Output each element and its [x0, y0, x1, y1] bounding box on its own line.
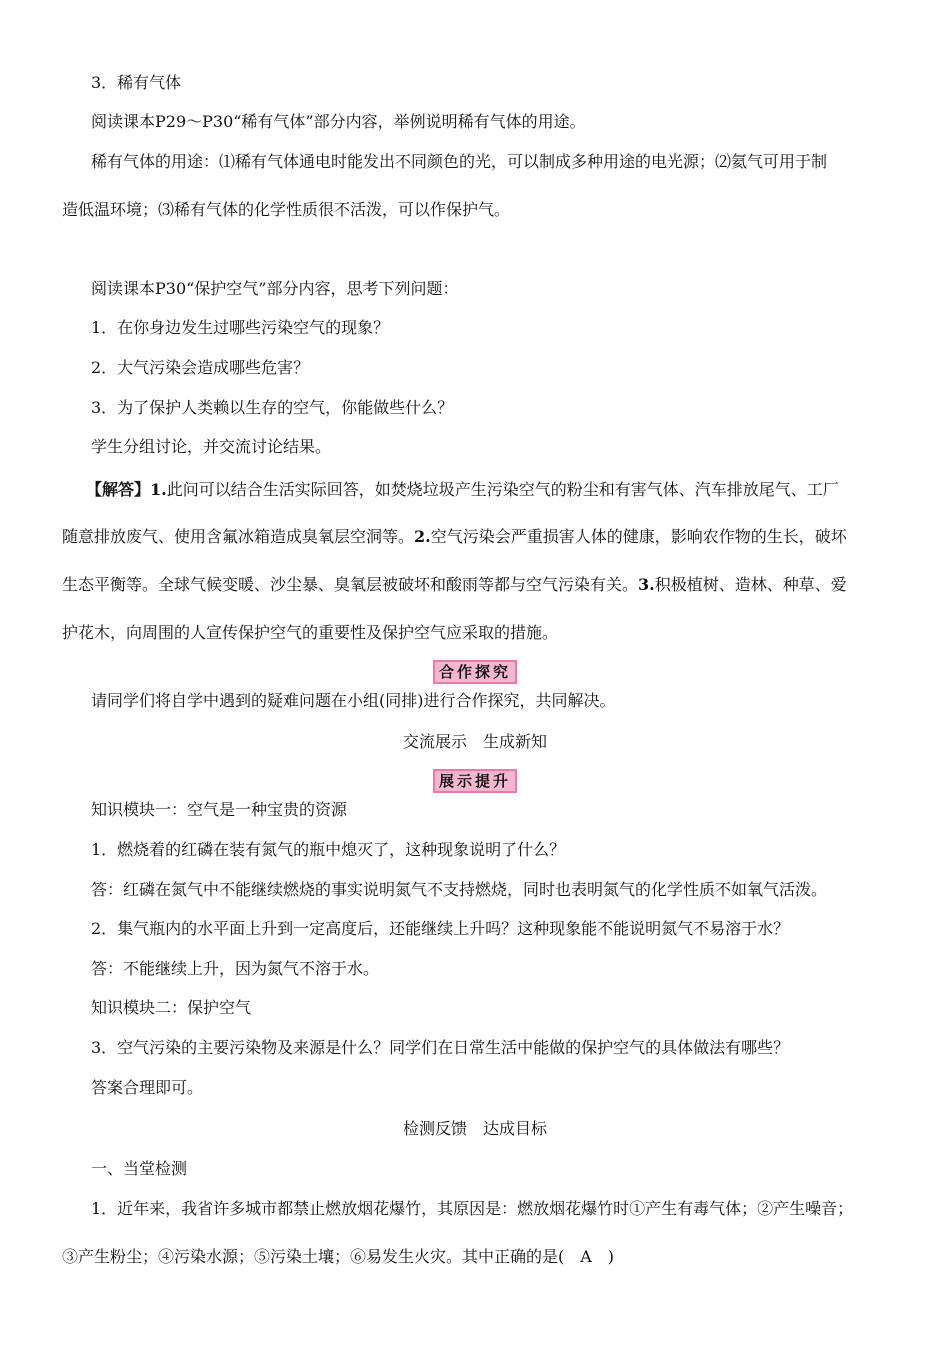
question-item: ③产生粉尘；④污染水源；⑤污染土壤；⑥易发生火灾。其中正确的是( A )	[62, 1247, 615, 1266]
badge-cooperation: 合作探究	[433, 660, 517, 684]
answer-line	[62, 574, 847, 596]
question-item: 2．大气污染会造成哪些危害？	[91, 358, 310, 377]
instruction-line: 学生分组讨论，并交流讨论结果。	[91, 437, 332, 456]
answer-line	[86, 479, 839, 501]
question-item: 3．空气污染的主要污染物及来源是什么？同学们在日常生活中能做的保护空气的具体做法有哪些？	[91, 1038, 790, 1057]
question-item: 2．集气瓶内的水平面上升到一定高度后，还能继续上升吗？这种现象能不能说明氮气不易溶于水？	[91, 919, 790, 938]
section-title: 检测反馈 达成目标	[402, 1119, 547, 1138]
answer-number: 1.	[150, 480, 167, 499]
answer-text: 空气污染会严重损害人体的健康，影响农作物的生长，破坏	[430, 527, 847, 546]
answer-line: 答：红磷在氮气中不能继续燃烧的事实说明氮气不支持燃烧，同时也表明氮气的化学性质不如氧气活泼。	[91, 880, 828, 899]
module-title: 知识模块一：空气是一种宝贵的资源	[91, 800, 348, 819]
module-title: 知识模块二：保护空气	[91, 998, 252, 1017]
answer-line: 答案合理即可。	[91, 1078, 204, 1097]
instruction-line: 请同学们将自学中遇到的疑难问题在小组(同排)进行合作探究，共同解决。	[91, 691, 616, 710]
test-heading: 一、当堂检测	[91, 1159, 188, 1178]
answer-text: 积极植树、造林、种草、爱	[654, 575, 847, 594]
answer-line: 护花木，向周围的人宣传保护空气的重要性及保护空气应采取的措施。	[62, 623, 559, 642]
badge-showcase-wrap	[0, 769, 950, 793]
answer-tag: 【解答】	[86, 480, 151, 499]
answer-text: 此问可以结合生活实际回答，如焚烧垃圾产生污染空气的粉尘和有害气体、汽车排放尾气、工厂	[166, 480, 839, 499]
reading-instruction: 阅读课本P30“保护空气”部分内容，思考下列问题：	[91, 279, 459, 298]
badge-cooperation-wrap	[0, 660, 950, 684]
reading-instruction: 阅读课本P29～P30“稀有气体”部分内容，举例说明稀有气体的用途。	[91, 112, 586, 131]
question-item: 3．为了保护人类赖以生存的空气，你能做些什么？	[91, 398, 454, 417]
section-title: 交流展示 生成新知	[402, 732, 547, 751]
question-item: 1．燃烧着的红磷在装有氮气的瓶中熄灭了，这种现象说明了什么？	[91, 840, 566, 859]
section-heading-noble-gas: 3．稀有气体	[91, 73, 182, 92]
question-item: 1．近年来，我省许多城市都禁止燃放烟花爆竹，其原因是：燃放烟花爆竹时①产生有毒气体；②产生噪音；	[91, 1199, 854, 1218]
question-item: 1．在你身边发生过哪些污染空气的现象？	[91, 318, 390, 337]
badge-showcase: 展示提升	[433, 769, 517, 793]
paragraph-line: 稀有气体的用途：⑴稀有气体通电时能发出不同颜色的光，可以制成多种用途的电光源；⑵氦气可用于制	[91, 152, 828, 171]
paragraph-line: 造低温环境；⑶稀有气体的化学性质很不活泼，可以作保护气。	[62, 200, 511, 219]
answer-line	[62, 526, 847, 548]
answer-text: 生态平衡等。全球气候变暖、沙尘暴、臭氧层被破坏和酸雨等都与空气污染有关。	[62, 575, 639, 594]
answer-text: 随意排放废气、使用含氟冰箱造成臭氧层空洞等。	[62, 527, 415, 546]
answer-number: 3.	[638, 575, 655, 594]
answer-line: 答：不能继续上升，因为氮气不溶于水。	[91, 959, 380, 978]
answer-number: 2.	[414, 527, 431, 546]
